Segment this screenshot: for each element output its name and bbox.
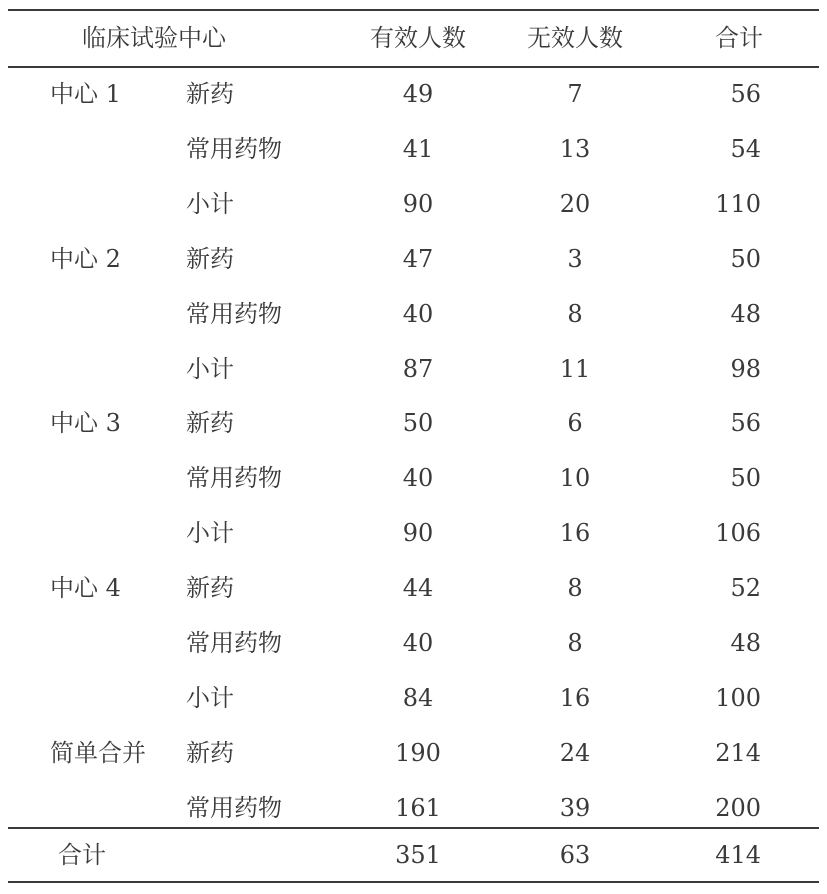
- row-group: 小计: [186, 519, 234, 547]
- summary-label: 合计: [58, 841, 106, 869]
- header-effective: 有效人数: [370, 24, 466, 52]
- row-total: 52: [730, 574, 761, 602]
- row-effective: 190: [395, 739, 441, 767]
- row-total: 56: [730, 80, 761, 108]
- row-effective: 90: [402, 190, 434, 218]
- row-total: 214: [715, 739, 761, 767]
- row-total: 200: [715, 794, 761, 822]
- row-effective: 87: [402, 355, 434, 383]
- row-center: 简单合并: [50, 739, 146, 767]
- row-group: 常用药物: [186, 794, 282, 822]
- row-total: 50: [730, 464, 761, 492]
- row-group: 新药: [186, 245, 234, 273]
- row-ineffective: 6: [567, 409, 583, 437]
- row-group: 小计: [186, 355, 234, 383]
- row-ineffective: 24: [559, 739, 591, 767]
- row-effective: 84: [402, 684, 434, 712]
- bottom-rule: [8, 881, 819, 883]
- row-ineffective: 11: [559, 355, 591, 383]
- row-total: 54: [730, 135, 761, 163]
- row-center: 中心 2: [50, 245, 121, 273]
- row-effective: 50: [402, 409, 434, 437]
- row-group: 常用药物: [186, 135, 282, 163]
- row-ineffective: 3: [567, 245, 583, 273]
- row-total: 56: [730, 409, 761, 437]
- row-ineffective: 8: [567, 629, 583, 657]
- row-center: 中心 3: [50, 409, 121, 437]
- header-ineffective: 无效人数: [527, 24, 623, 52]
- row-effective: 41: [402, 135, 434, 163]
- row-effective: 90: [402, 519, 434, 547]
- row-total: 48: [730, 629, 761, 657]
- row-group: 常用药物: [186, 464, 282, 492]
- row-effective: 47: [402, 245, 434, 273]
- header-center: 临床试验中心: [82, 24, 226, 52]
- row-ineffective: 8: [567, 574, 583, 602]
- row-group: 新药: [186, 739, 234, 767]
- row-group: 新药: [186, 80, 234, 108]
- row-center: 中心 1: [50, 80, 121, 108]
- header-total: 合计: [715, 24, 763, 52]
- summary-total: 414: [715, 841, 761, 869]
- row-group: 小计: [186, 190, 234, 218]
- row-group: 常用药物: [186, 629, 282, 657]
- row-effective: 161: [395, 794, 441, 822]
- summary-effective: 351: [395, 841, 441, 869]
- row-group: 新药: [186, 574, 234, 602]
- row-ineffective: 10: [559, 464, 591, 492]
- top-rule: [8, 9, 819, 11]
- row-group: 小计: [186, 684, 234, 712]
- row-effective: 40: [402, 300, 434, 328]
- row-ineffective: 20: [559, 190, 591, 218]
- row-group: 常用药物: [186, 300, 282, 328]
- row-ineffective: 16: [559, 519, 591, 547]
- row-total: 50: [730, 245, 761, 273]
- summary-rule: [8, 827, 819, 829]
- row-effective: 40: [402, 464, 434, 492]
- row-effective: 40: [402, 629, 434, 657]
- row-total: 106: [715, 519, 761, 547]
- row-total: 110: [715, 190, 761, 218]
- row-total: 100: [715, 684, 761, 712]
- row-ineffective: 7: [567, 80, 583, 108]
- row-total: 48: [730, 300, 761, 328]
- row-ineffective: 8: [567, 300, 583, 328]
- header-rule: [8, 66, 819, 68]
- row-center: 中心 4: [50, 574, 121, 602]
- row-effective: 44: [402, 574, 434, 602]
- row-ineffective: 16: [559, 684, 591, 712]
- row-total: 98: [730, 355, 761, 383]
- row-effective: 49: [402, 80, 434, 108]
- row-group: 新药: [186, 409, 234, 437]
- row-ineffective: 13: [559, 135, 591, 163]
- row-ineffective: 39: [559, 794, 591, 822]
- summary-ineffective: 63: [559, 841, 591, 869]
